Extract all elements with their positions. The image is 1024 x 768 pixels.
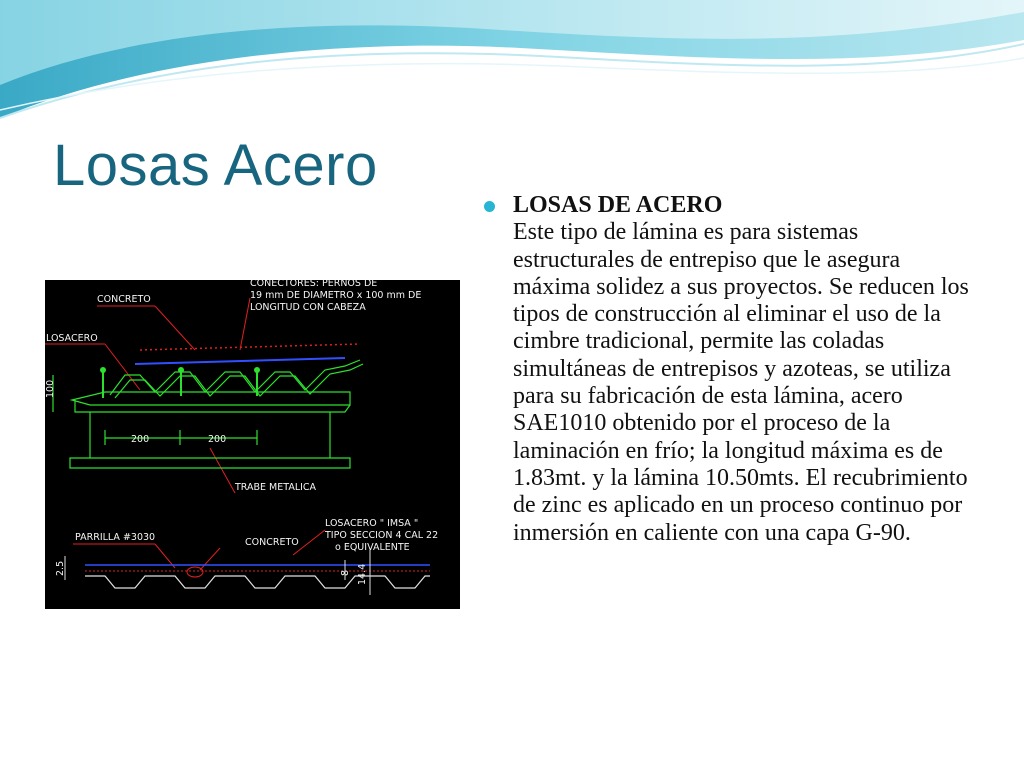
dim-100: 100 [45,379,56,398]
label-connectors-line1: CONECTORES: PERNOS DE [250,280,378,289]
label-losacero-imsa-line2: TIPO SECCION 4 CAL 22 [325,530,439,541]
label-trabe-metalica: TRABE METALICA [235,482,317,493]
dim-8: 8 [340,569,351,576]
label-concrete-bottom: CONCRETO [245,537,299,548]
label-parrilla: PARRILLA #3030 [75,532,156,543]
bullet-item [484,192,969,547]
dim-2-5: 2.5 [55,560,66,576]
label-concrete-top: CONCRETO [97,294,151,305]
bullet-dot-icon [484,201,495,212]
bullet-text: Este tipo de lámina es para sistemas estructurales de entrepiso que le asegura máxima solidez a sus proyectos. Se reducen los tipos de construcción al eliminar el uso de la cimbre tradicional, permite las coladas simultáneas de entrepisos y azoteas, se utiliza para su fabricación de esta lámina, acero SAE1010 obtenido por el proceso de la laminación en frío; la longitud máxima es de 1.83mt. y la lámina 10.50mts. El recubrimiento de zinc es aplicado en un proceso continuo por inmersión en caliente con una capa G-90. [513,219,969,546]
label-losacero: LOSACERO [46,333,98,344]
label-losacero-imsa-line1: LOSACERO " IMSA " [325,518,419,529]
label-losacero-imsa-line3: o EQUIVALENTE [335,542,410,553]
dim-14-4: 14.4 [357,563,368,585]
label-connectors-line2: 19 mm DE DIAMETRO x 100 mm DE [250,290,422,301]
header-wave-decoration [0,0,1024,130]
bullet-heading: LOSAS DE ACERO [513,192,723,218]
slide-title: Losas Acero [53,133,378,198]
steel-deck-cad-drawing [45,280,460,609]
bullet-content [513,192,969,547]
dim-200-right: 200 [208,434,227,445]
label-connectors-line3: LONGITUD CON CABEZA [250,302,366,313]
dim-200-left: 200 [131,434,150,445]
